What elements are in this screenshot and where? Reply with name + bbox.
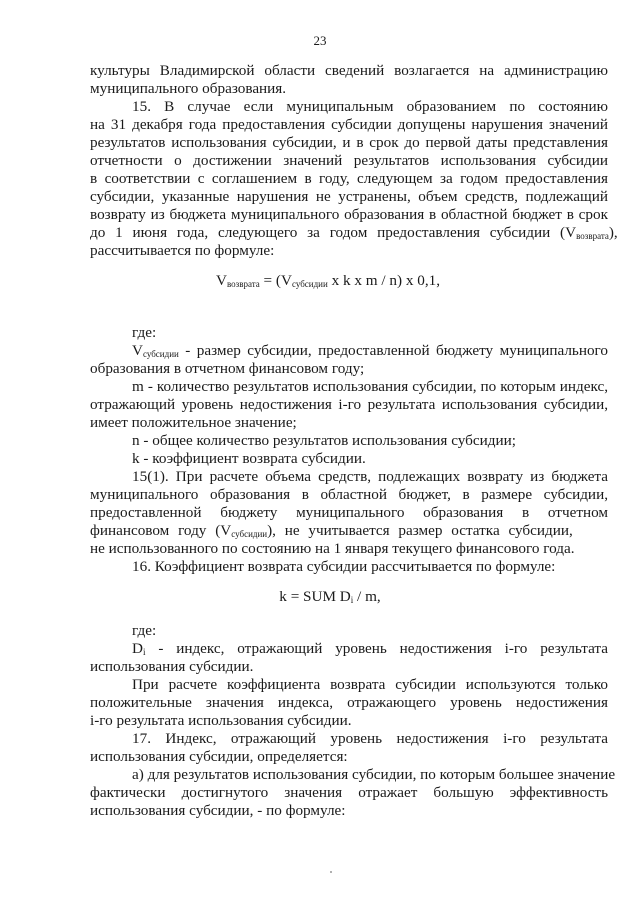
paragraph-16: 16. Коэффициент возврата субсидии рассчитывается по формуле: (132, 558, 556, 575)
paragraph-15-line: на 31 декабря года предоставления субсидии допущены нарушения значений (90, 116, 608, 133)
paragraph-15-1-line: не использованного по состоянию на 1 января текущего финансового года. (90, 540, 575, 557)
formula-return-volume: $V_{возврата} = (V_{субсидии}$ x k x m / n) x 0,1, (215, 272, 441, 289)
paragraph-line: i-го результата использования субсидии. (90, 712, 352, 729)
definition-v-subsidy: $V_{субсидии}$ - размер субсидии, предоставленной бюджету муниципального (132, 342, 608, 359)
where-label: где: (132, 622, 157, 639)
definition-line: имеет положительное значение; (90, 414, 297, 431)
where-label: где: (132, 324, 157, 341)
paragraph-15-line: отчетности о достижении значений результатов использования субсидии (90, 152, 608, 169)
paragraph-15-line: 15. В случае если муниципальным образованием по состоянию (132, 98, 608, 115)
paragraph-15-1-line: финансовом году $(V_{субсидии})$, не учитывается размер остатка субсидии, (90, 522, 573, 539)
paragraph-15-line: до 1 июня года, следующего за годом предоставления субсидии $(V_{возврата})$, (90, 224, 618, 241)
paragraph-17-line: 17. Индекс, отражающий уровень недостижения i-го результата (132, 730, 608, 747)
definition-line: использования субсидии. (90, 658, 254, 675)
paragraph-15-line: возврату из бюджета муниципального образования в областной бюджет в срок (90, 206, 608, 223)
paragraph-line: При расчете коэффициента возврата субсидии используются только (132, 676, 608, 693)
definition-line: образования в отчетном финансовом году; (90, 360, 365, 377)
definition-k: k - коэффициент возврата субсидии. (132, 450, 366, 467)
scan-speck (330, 871, 332, 873)
definition-line: отражающий уровень недостижения i-го результата использования субсидии, (90, 396, 608, 413)
formula-return-coefficient: k = SUM $D_i$ / m, (279, 588, 381, 605)
paragraph-17a-line: использования субсидии, - по формуле: (90, 802, 346, 819)
paragraph-15-line: в соответствии с соглашением в году, следующем за годом предоставления (90, 170, 608, 187)
paragraph-15-1-line: муниципального образования в областной бюджет, в размере субсидии, (90, 486, 608, 503)
paragraph-line: положительные значения индекса, отражающего уровень недостижения (90, 694, 608, 711)
page-number: 23 (313, 33, 327, 48)
paragraph-line: культуры Владимирской области сведений возлагается на администрацию (90, 62, 608, 79)
paragraph-15-line: субсидии, указанные нарушения не устранены, объем средств, подлежащий (90, 188, 608, 205)
paragraph-line: муниципального образования. (90, 80, 287, 97)
paragraph-17a-line: а) для результатов использования субсидии, по которым большее значение (132, 766, 616, 783)
definition-m: m - количество результатов использования субсидии, по которым индекс, (132, 378, 608, 395)
paragraph-17a-line: фактически достигнутого значения отражает большую эффективность (90, 784, 608, 801)
paragraph-15-1-line: 15(1). При расчете объема средств, подлежащих возврату из бюджета (132, 468, 608, 485)
paragraph-15-line: рассчитывается по формуле: (90, 242, 275, 259)
definition-d: $D_i$ - индекс, отражающий уровень недостижения i-го результата (132, 640, 608, 657)
paragraph-17-line: использования субсидии, определяется: (90, 748, 348, 765)
paragraph-15-line: результатов использования субсидии, и в срок до первой даты представления (90, 134, 608, 151)
definition-n: n - общее количество результатов использования субсидии; (132, 432, 516, 449)
paragraph-15-1-line: предоставленной бюджету муниципального образования в отчетном (90, 504, 608, 521)
